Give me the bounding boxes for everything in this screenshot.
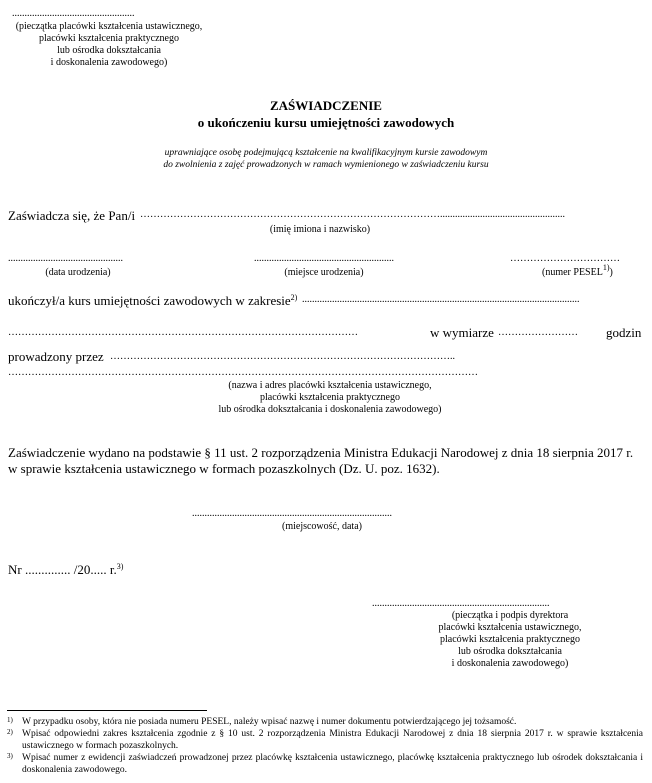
issuer-stamp-line: (pieczątka placówki kształcenia ustawicznego, (15, 21, 203, 32)
footnote (7, 752, 643, 776)
document-subtitle: o ukończeniu kursu umiejętności zawodowych (197, 115, 455, 130)
entitlement-note (0, 147, 652, 171)
provider-caption (180, 380, 480, 416)
provider-field[interactable]: ………………………………………………………………………………………….. (110, 351, 455, 362)
footnote-ref: 2) (290, 293, 298, 302)
birth-date-field[interactable]: .............................................. (8, 253, 123, 264)
issuer-stamp-line: lub ośrodka dokształcania (57, 45, 161, 56)
director-caption-line: placówki kształcenia ustawicznego, (438, 622, 582, 633)
hours-label: godzin (606, 325, 642, 340)
birth-place-field[interactable]: ........................................................ (254, 253, 394, 264)
issuer-stamp-line: i doskonalenia zawodowego) (50, 57, 168, 68)
footnote-number: 2) (7, 728, 13, 736)
duration-label: w wymiarze (430, 325, 494, 340)
legal-basis-line: Zaświadczenie wydano na podstawie § 11 ust. 2 rozporządzenia Ministra Edukacji Narodowej z dnia 18 sierpnia 2017 r. (8, 445, 634, 460)
certify-label: Zaświadcza się, że Pan/i (8, 208, 136, 223)
provider-caption-line: lub ośrodka dokształcania i doskonalenia zawodowego) (218, 404, 442, 415)
birth-place-caption: (miejsce urodzenia) (284, 267, 364, 278)
director-caption-line: placówki kształcenia praktycznego (440, 634, 580, 645)
issuer-stamp-line: placówki kształcenia praktycznego (39, 33, 179, 44)
hours-field[interactable]: …………………… (498, 327, 578, 338)
footnote-number: 1) (7, 716, 13, 724)
issuer-stamp-dots: ................................................. (12, 8, 135, 19)
footnote-separator (7, 710, 207, 711)
provider-field-continued[interactable]: …………………………………………………………………………………………………………………………… (8, 367, 478, 378)
legal-basis-line: w sprawie kształcenia ustawicznego w formach pozaszkolnych (Dz. U. poz. 1632). (8, 461, 440, 476)
conducted-label: prowadzony przez (8, 349, 104, 364)
footnote (7, 728, 643, 752)
place-date-caption: (miejscowość, data) (282, 521, 362, 532)
provider-caption-line: (nazwa i adres placówki kształcenia ustawicznego, (228, 380, 432, 391)
footnote-number: 3) (7, 752, 13, 760)
provider-caption-line: placówki kształcenia praktycznego (260, 392, 400, 403)
director-caption-line: lub ośrodka dokształcania (458, 646, 562, 657)
scope-field[interactable]: ............................................................................................................... (302, 294, 580, 305)
director-caption-line: i doskonalenia zawodowego) (451, 658, 569, 669)
certificate-number-text: Nr .............. /20..... r. (8, 562, 117, 577)
name-caption: (imię imiona i nazwisko) (269, 224, 371, 235)
scope-field-continued[interactable]: …………………………………………………………………………………………… (8, 327, 358, 338)
director-caption (390, 610, 630, 670)
director-signature-field[interactable]: ....................................................................... (372, 598, 550, 609)
footnote-text: Wpisać numer z ewidencji zaświadczeń prowadzonej przez placówkę kształcenia ustawicznego, placówkę kształcenia praktycznego lub ośrodek dokształcania i doskonalenia zawodowego. (22, 753, 643, 775)
completed-label (8, 293, 297, 309)
footnote-text: W przypadku osoby, która nie posiada numeru PESEL, należy wpisać nazwę i numer dokumentu potwierdzającego jej tożsamość. (22, 717, 517, 727)
footnote-ref: 1) (602, 263, 610, 272)
place-date-field[interactable]: ................................................................................ (192, 508, 392, 519)
certificate-number (8, 562, 123, 578)
footnote (7, 716, 643, 728)
entitlement-line: uprawniające osobę podejmującą kształcenie na kwalifikacyjnym kursie zawodowym (164, 148, 488, 158)
pesel-caption-close: ) (609, 267, 613, 278)
pesel-field[interactable]: …………………………… (510, 253, 620, 264)
entitlement-line: do zwolnienia z zajęć prowadzonych w ramach wymienionego w zaświadczeniu kursu (163, 160, 489, 170)
completed-label-text: ukończył/a kurs umiejętności zawodowych w zakresie (8, 293, 291, 308)
legal-basis (8, 445, 633, 477)
director-caption-line: (pieczątka i podpis dyrektora (451, 610, 569, 621)
issuer-stamp-caption (0, 21, 218, 69)
birth-date-caption: (data urodzenia) (45, 267, 111, 278)
footnote-ref: 3) (116, 562, 124, 571)
document-title: ZAŚWIADCZENIE (270, 98, 382, 113)
footnote-text: Wpisać odpowiedni zakres kształcenia zgodnie z § 10 ust. 2 rozporządzenia Ministra Edukacji Narodowej z dnia 18 sierpnia 2017 r. w sprawie kształcenia ustawicznego w formach pozaszkolnych. (22, 729, 643, 751)
pesel-caption-text: (numer PESEL (542, 267, 603, 278)
pesel-caption (542, 263, 613, 278)
name-field[interactable]: ……………………………………………………………………………….................................................. (140, 209, 565, 220)
